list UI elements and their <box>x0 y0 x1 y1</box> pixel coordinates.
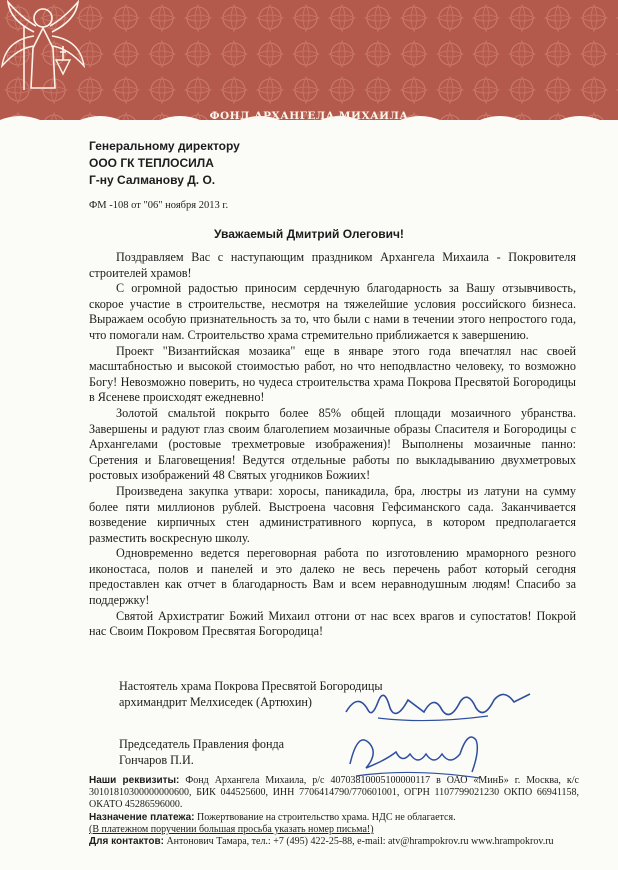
letterhead-ornament <box>0 0 618 128</box>
archangel-emblem-icon <box>0 0 86 100</box>
requisites-text: Фонд Архангела Михаила, р/с 40703810005100000117 в ОАО «МинБ» г. Москва, к/с 30101810300000000600, БИК 044525600, ИНН 7706414790/770601001, ОГРН 1107799021230 ОКПО 66941158, ОКАТО 45286596000. <box>89 775 579 811</box>
paragraph: Проект "Византийская мозаика" еще в январе этого года впечатлял нас своей масштабностью и высокой стоимостью работ, но что неподвластно человеку, то возможно Богу! Невозможно поверить, но чудеса строительства храма Покрова Пресвятой Богородицы в Ясеневе происходят ежедневно! <box>89 343 576 405</box>
signatory-chairman-name: Гончаров П.И. <box>119 752 194 767</box>
fund-name: ФОНД АРХАНГЕЛА МИХАИЛА <box>209 110 409 122</box>
addressee-company: ООО ГК ТЕПЛОСИЛА <box>89 156 214 170</box>
addressee-position: Генеральному директору <box>89 139 240 153</box>
signatory-rector-name: архимандрит Мелхиседек (Артюхин) <box>119 694 312 709</box>
signatory-rector-title: Настоятель храма Покрова Пресвятой Богородицы <box>119 679 383 693</box>
paragraph: Одновременно ведется переговорная работа по изготовлению мраморного резного иконостаса, полов и панелей и это далеко не весь перечень работ который сегодня предоставлен как отчет в благодарность Вам и всем неравнодушным людям! Спасибо за поддержку! <box>89 546 576 608</box>
requisites-label: Наши реквизиты: <box>89 775 180 786</box>
bank-requisites <box>89 775 579 812</box>
contacts-label: Для контактов: <box>89 836 164 848</box>
payment-text: Пожертвование на строительство храма. НДС не облагается. <box>197 811 456 823</box>
contacts-text: Антонович Тамара, тел.: +7 (495) 422-25-88, e-mail: atv@hramp​okrov.ru www.hrampokrov.ru <box>166 836 554 848</box>
addressee-block <box>89 138 240 189</box>
signatory-chairman-title: Председатель Правления фонда <box>119 737 285 751</box>
payment-request: (В платежном поручении большая просьба указать номер письма!) <box>89 823 374 835</box>
paragraph: С огромной радостью приносим сердечную благодарность за Вашу отзывчивость, скорое участие в строительстве, несмотря на тяжелейшие условия российского бизнеса. Выражаем особую признательность за то, что были с нами в течении этого непростого года, что помогали нам. Строительство храма стремительно приближается к завершению. <box>89 281 576 342</box>
paragraph: Поздравляем Вас с наступающим праздником Архангела Михаила - Покровителя строителей храмов! <box>89 250 576 280</box>
payment-purpose <box>89 812 579 824</box>
signatory-chairman <box>119 737 284 768</box>
paragraph: Произведена закупка утвари: хоросы, паникадила, бра, люстры из латуни на сумму более пяти миллионов рублей. Выстроена часовня Гефсиманского сада. Заканчивается возведение кирпичных стен административного корпуса, в котором предполагается разместить воскресную школу. <box>89 483 576 545</box>
requisites-block <box>89 775 579 848</box>
letterhead-banner <box>0 0 618 128</box>
outgoing-number: ФМ -108 от "06" ноября 2013 г. <box>89 200 229 211</box>
salutation: Уважаемый Дмитрий Олегович! <box>214 227 404 241</box>
payment-label: Назначение платежа: <box>89 811 195 823</box>
paragraph: Золотой смальтой покрыто более 85% общей площади мозаичного убранства. Завершены и радуют глаз своим благолепием мозаичные образы Спасителя и Богородицы с Архангелами (ростовые трехметровые изображения)! Выполнены мозаичные панно: Сретения и Благовещения! Ведутся отдельные работы по выкладыванию двухметровых ростовых изображений 48 Святых угодников Божиих! <box>89 405 576 483</box>
chairman-signature-icon <box>340 720 500 782</box>
contacts <box>89 836 579 848</box>
letter-body <box>89 250 576 640</box>
addressee-name: Г-ну Салманову Д. О. <box>89 173 216 187</box>
paragraph: Святой Архистратиг Божий Михаил отгони от нас всех врагов и супостатов! Покрой нас Своим Покровом Пресвятая Богородица! <box>89 608 576 639</box>
